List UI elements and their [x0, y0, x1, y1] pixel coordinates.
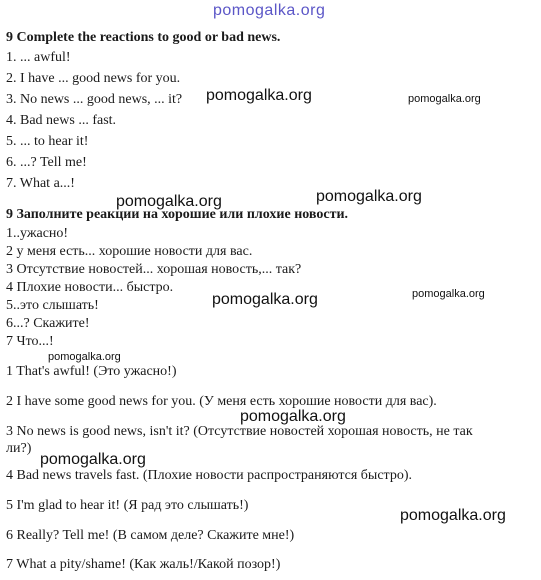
- exercise-ru-item: 4 Плохие новости... быстро.: [6, 280, 174, 295]
- exercise-ru-item: 1..ужасно!: [6, 226, 69, 241]
- exercise-ru-item: 7 Что...!: [6, 334, 54, 349]
- exercise-en-item: 7. What a...!: [6, 176, 75, 191]
- site-watermark-header: pomogalka.org: [213, 2, 326, 19]
- exercise-en-title: 9 Complete the reactions to good or bad news.: [6, 30, 281, 45]
- watermark: pomogalka.org: [316, 188, 422, 205]
- watermark: pomogalka.org: [412, 288, 485, 300]
- answer-line: 7 What a pity/shame! (Как жаль!/Какой позор!): [6, 557, 281, 572]
- watermark: pomogalka.org: [408, 93, 481, 105]
- watermark: pomogalka.org: [116, 193, 222, 210]
- exercise-ru-item: 5..это слышать!: [6, 298, 99, 313]
- watermark: pomogalka.org: [40, 451, 146, 468]
- exercise-en-item: 2. I have ... good news for you.: [6, 71, 181, 86]
- exercise-en-item: 5. ... to hear it!: [6, 134, 89, 149]
- exercise-en-item: 6. ...? Tell me!: [6, 155, 87, 170]
- exercise-ru-item: 3 Отсутствие новостей... хорошая новость,... так?: [6, 262, 302, 277]
- answer-line: 2 I have some good news for you. (У меня есть хорошие новости для вас).: [6, 394, 437, 409]
- watermark: pomogalka.org: [206, 87, 312, 104]
- answer-line: 4 Bad news travels fast. (Плохие новости распространяются быстро).: [6, 468, 412, 483]
- exercise-en-item: 3. No news ... good news, ... it?: [6, 92, 183, 107]
- exercise-en-item: 1. ... awful!: [6, 50, 71, 65]
- watermark: pomogalka.org: [240, 408, 346, 425]
- watermark: pomogalka.org: [48, 351, 121, 363]
- watermark: pomogalka.org: [212, 291, 318, 308]
- answer-line: ли?): [6, 441, 32, 456]
- answer-line: 6 Really? Tell me! (В самом деле? Скажите мне!): [6, 528, 295, 543]
- exercise-ru-title: 9 Заполните реакции на хорошие или плохие новости.: [6, 207, 349, 222]
- answer-line: 5 I'm glad to hear it! (Я рад это слышать!): [6, 498, 249, 513]
- watermark: pomogalka.org: [400, 507, 506, 524]
- exercise-ru-item: 6...? Скажите!: [6, 316, 90, 331]
- exercise-en-item: 4. Bad news ... fast.: [6, 113, 117, 128]
- answer-line: 3 No news is good news, isn't it? (Отсутствие новостей хорошая новость, не так: [6, 424, 473, 439]
- answer-line: 1 That's awful! (Это ужасно!): [6, 364, 177, 379]
- exercise-ru-item: 2 у меня есть... хорошие новости для вас.: [6, 244, 253, 259]
